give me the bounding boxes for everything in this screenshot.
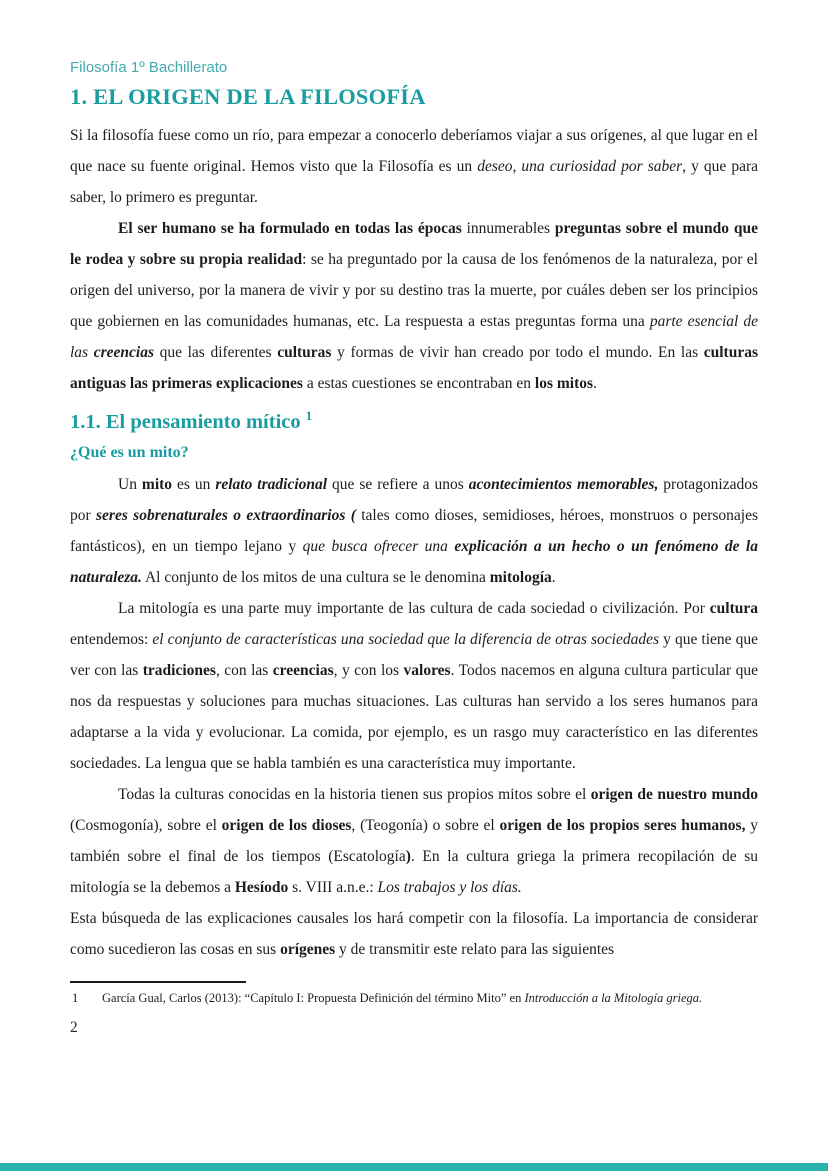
text-span: los mitos <box>534 375 594 392</box>
text-span: es un <box>172 476 216 493</box>
text-span: valores <box>403 662 451 679</box>
footnote-separator-rule <box>70 981 246 983</box>
text-span: preguntas sobre el mundo que le rodea y sobre su propia realidad <box>70 220 758 268</box>
text-span: protagonizados por <box>70 476 758 524</box>
text-span: cultura <box>709 600 758 617</box>
text-span: mito <box>141 476 173 493</box>
text-span: explicación a un hecho o un fenómeno de la naturaleza. <box>70 538 758 586</box>
document-title: 1. EL ORIGEN DE LA FILOSOFÍA <box>70 84 426 109</box>
text-span: y también sobre el final de los tiempos (Escatología <box>70 817 758 865</box>
paragraph <box>70 779 758 903</box>
text-span: (Cosmogonía), sobre el <box>70 817 222 834</box>
text-span: mitología <box>489 569 552 586</box>
text-span: Al conjunto de los mitos de una cultura se le denomina <box>141 569 490 586</box>
text-span: , y con los <box>333 662 404 679</box>
text-span: parte esencial de las <box>70 313 758 361</box>
text-span: que se refiere a unos <box>327 476 469 493</box>
paragraph <box>70 469 758 593</box>
text-span: 1 <box>305 409 313 424</box>
text-span: y de transmitir este relato para las siguientes <box>335 941 615 958</box>
paragraph <box>70 213 758 399</box>
text-span: , con las <box>215 662 273 679</box>
text-span: . Todos nacemos en alguna cultura particular que nos da respuestas y soluciones para muchas situaciones. Las culturas han servido a los seres humanos para adaptarse a la vida y evolucionar. La comida, por ejemplo, es un rasgo muy característico en las diferentes sociedades. La lengua que se habla también es una característica muy importante. <box>70 662 758 772</box>
text-span: y formas de vivir han creado por todo el mundo. En las <box>331 344 704 361</box>
text-span: Todas la culturas conocidas en la historia tienen sus propios mitos sobre el <box>118 786 591 803</box>
text-span: La mitología es una parte muy importante de las cultura de cada sociedad o civilización. Por <box>118 600 710 617</box>
text-span: creencias <box>272 662 334 679</box>
text-span: . <box>551 569 556 586</box>
text-span: relato tradicional <box>215 476 328 493</box>
text-span: ¿Qué es un mito? <box>70 444 189 461</box>
text-span: , y que para saber, lo primero es preguntar. <box>70 158 758 206</box>
text-span: Hesíodo <box>234 879 289 896</box>
text-span: acontecimientos memorables, <box>468 476 659 493</box>
text-span: El ser humano se ha formulado en todas las épocas <box>118 220 462 237</box>
paragraph <box>70 593 758 779</box>
text-span: origen de los dioses <box>221 817 352 834</box>
text-span: creencias <box>93 344 154 361</box>
text-span: entendemos: <box>70 631 153 648</box>
text-span: Los trabajos y los días. <box>377 879 522 896</box>
text-span: 1.1. El pensamiento mítico <box>70 411 306 433</box>
footnote-section <box>70 981 758 1007</box>
footnote-entry <box>70 990 758 1007</box>
document-blocks <box>70 120 758 965</box>
footnote-text <box>102 991 702 1005</box>
question-heading <box>70 443 758 463</box>
course-header: Filosofía 1º Bachillerato <box>70 59 228 76</box>
text-span: ) <box>405 848 411 865</box>
text-span: y que tiene que ver con las <box>70 631 758 679</box>
bottom-accent-bar <box>0 1163 828 1171</box>
text-span: culturas antiguas las primeras explicaciones <box>70 344 758 392</box>
text-span: deseo, una curiosidad por saber <box>477 158 683 175</box>
text-span: tales como dioses, semidioses, héroes, monstruos o personajes fantásticos), en un tiempo lejano y <box>70 507 758 555</box>
footnote-number: 1 <box>72 991 79 1005</box>
text-span: , (Teogonía) o sobre el <box>351 817 500 834</box>
text-span: Si la filosofía fuese como un río, para empezar a conocerlo deberíamos viajar a sus orígenes, al que lugar en el que nace su fuente original. Hemos visto que la Filosofía es un <box>70 127 758 175</box>
text-span: Esta búsqueda de las explicaciones causales los hará competir con la filosofía. La importancia de considerar como sucedieron las cosas en sus <box>70 910 758 958</box>
text-span: que las diferentes <box>153 344 278 361</box>
text-span: García Gual, Carlos (2013): “Capítulo I: Propuesta Definición del término Mito” en <box>102 991 525 1005</box>
text-span: : se ha preguntado por la causa de los fenómenos de la naturaleza, por el origen del universo, por la manera de vivir y por su destino tras la muerte, por cuáles deben ser los principios que gobiernen en las comunidades humanas, etc. La respuesta a estas preguntas forma una <box>70 251 758 330</box>
paragraph <box>70 903 758 965</box>
text-span: . En la cultura griega la primera recopilación de su mitología se la debemos a <box>70 848 758 896</box>
text-span: culturas <box>277 344 332 361</box>
text-span: origen de los propios seres humanos, <box>499 817 746 834</box>
text-span: s. VIII a.n.e.: <box>288 879 378 896</box>
text-span: innumerables <box>461 220 555 237</box>
page-number: 2 <box>70 1019 78 1036</box>
text-span: Introducción a la Mitología griega. <box>524 991 703 1005</box>
paragraph <box>70 120 758 213</box>
text-span: que busca ofrecer una <box>302 538 455 555</box>
text-span: origen de nuestro mundo <box>590 786 759 803</box>
text-span: seres sobrenaturales o extraordinarios ( <box>96 507 356 524</box>
section-heading <box>70 409 758 435</box>
text-span: Un <box>118 476 142 493</box>
text-span: a estas cuestiones se encontraban en <box>302 375 535 392</box>
text-span: el conjunto de características una sociedad que la diferencia de otras sociedades <box>152 631 660 648</box>
text-span: tradiciones <box>142 662 216 679</box>
text-span: . <box>593 375 597 392</box>
text-span: orígenes <box>280 941 336 958</box>
